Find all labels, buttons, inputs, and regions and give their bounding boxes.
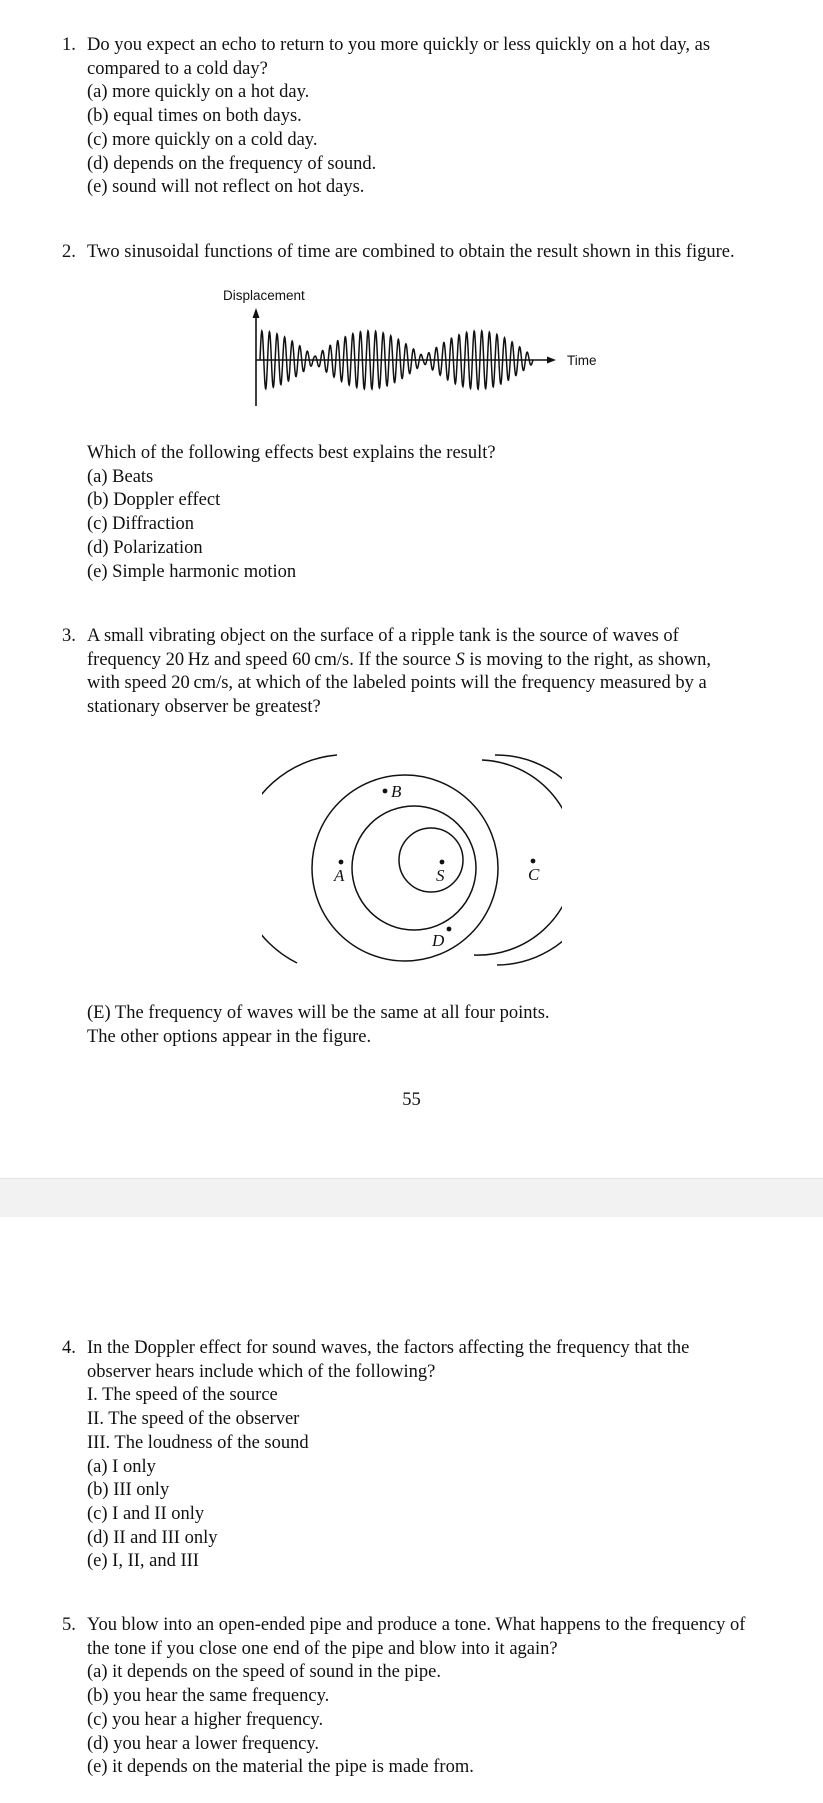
point-d-dot (447, 927, 452, 932)
question-number: 1. (62, 35, 76, 55)
question-stem-line: observer hears include which of the following? (87, 1361, 436, 1382)
point-a-dot (339, 860, 344, 865)
wavefront-arc (474, 760, 562, 955)
source-label: S (436, 866, 445, 885)
answer-option-d: (d) you hear a lower frequency. (87, 1733, 319, 1754)
answer-option-a: (a) it depends on the speed of sound in the pipe. (87, 1662, 441, 1683)
answer-option-e: (e) I, II, and III (87, 1551, 199, 1572)
answer-option-c: (c) more quickly on a cold day. (87, 129, 318, 150)
answer-option-d: (d) Polarization (87, 537, 203, 558)
question-stem-line: with speed 20 cm/s, at which of the labeled points will the frequency measured by a (87, 673, 707, 694)
question-stem-line: compared to a cold day? (87, 58, 268, 79)
page-2 (0, 1217, 823, 1803)
question-1 (62, 34, 792, 200)
answer-option-e: (e) it depends on the material the pipe is made from. (87, 1757, 474, 1778)
wavefront-arc (262, 755, 337, 963)
page-separator (0, 1178, 823, 1218)
question-4 (62, 1337, 792, 1574)
point-d-label: D (432, 931, 445, 950)
y-axis-label: Displacement (223, 288, 305, 303)
question-stem-line: stationary observer be greatest? (87, 697, 321, 718)
question-number: 4. (62, 1338, 76, 1358)
wavefront-circle (399, 828, 463, 892)
statement-i: I. The speed of the source (87, 1385, 278, 1406)
options-note: The other options appear in the figure. (87, 1026, 372, 1047)
question-stem-line: the tone if you close one end of the pipe and blow into it again? (87, 1638, 558, 1659)
stem-text: frequency 20 Hz and speed 60 cm/s. If the source (87, 649, 456, 670)
answer-option-d: (d) II and III only (87, 1527, 218, 1548)
answer-option-e: (e) sound will not reflect on hot days. (87, 177, 365, 198)
stem-text: is moving to the right, as shown, (464, 649, 711, 670)
x-axis-label: Time (567, 353, 597, 368)
question-stem-line: A small vibrating object on the surface of a ripple tank is the source of waves of (87, 626, 679, 646)
wavefront-arc (495, 755, 562, 965)
question-2-options (62, 442, 792, 584)
answer-option-b: (b) you hear the same frequency. (87, 1686, 330, 1707)
wavefront-circle (352, 806, 476, 930)
question-number: 3. (62, 626, 76, 646)
answer-option-a: (a) more quickly on a hot day. (87, 82, 310, 103)
answer-option-c: (c) I and II only (87, 1503, 205, 1524)
answer-option-b: (b) III only (87, 1480, 170, 1501)
answer-option-d: (d) depends on the frequency of sound. (87, 153, 377, 174)
point-b-dot (383, 789, 388, 794)
answer-option-b: (b) Doppler effect (87, 490, 221, 511)
beats-waveform-figure (215, 283, 615, 413)
point-b-label: B (391, 782, 402, 801)
x-axis-arrow-icon (547, 357, 556, 364)
question-stem-line: Two sinusoidal functions of time are combined to obtain the result shown in this figure. (87, 242, 735, 262)
question-3-options (62, 1002, 792, 1049)
statement-ii: II. The speed of the observer (87, 1409, 300, 1430)
answer-option-b: (b) equal times on both days. (87, 106, 302, 127)
question-stem-line: In the Doppler effect for sound waves, the factors affecting the frequency that the (87, 1338, 690, 1358)
question-stem-line: You blow into an open-ended pipe and produce a tone. What happens to the frequency of (87, 1615, 746, 1635)
answer-option-c: (c) you hear a higher frequency. (87, 1709, 324, 1730)
question-2 (62, 241, 792, 265)
question-number: 5. (62, 1615, 76, 1635)
answer-option-a: (a) I only (87, 1456, 156, 1477)
y-axis-arrow-icon (253, 308, 260, 318)
question-number: 2. (62, 242, 76, 262)
answer-option-e: (e) Simple harmonic motion (87, 561, 297, 582)
doppler-ripple-figure (262, 745, 562, 980)
point-a-label: A (334, 866, 345, 885)
page-number: 55 (402, 1090, 421, 1110)
question-prompt: Which of the following effects best explains the result? (87, 443, 496, 463)
answer-option-c: (c) Diffraction (87, 514, 195, 535)
question-3 (62, 625, 792, 720)
answer-option-e: (E) The frequency of waves will be the same at all four points. (87, 1003, 550, 1023)
source-symbol: S (455, 649, 465, 670)
answer-option-a: (a) Beats (87, 466, 154, 487)
question-5 (62, 1614, 792, 1780)
source-dot (440, 860, 445, 865)
question-stem-line (87, 649, 792, 673)
point-c-dot (531, 859, 536, 864)
statement-iii: III. The loudness of the sound (87, 1432, 309, 1453)
question-stem-line: Do you expect an echo to return to you more quickly or less quickly on a hot day, as (87, 35, 711, 55)
point-c-label: C (528, 865, 540, 884)
